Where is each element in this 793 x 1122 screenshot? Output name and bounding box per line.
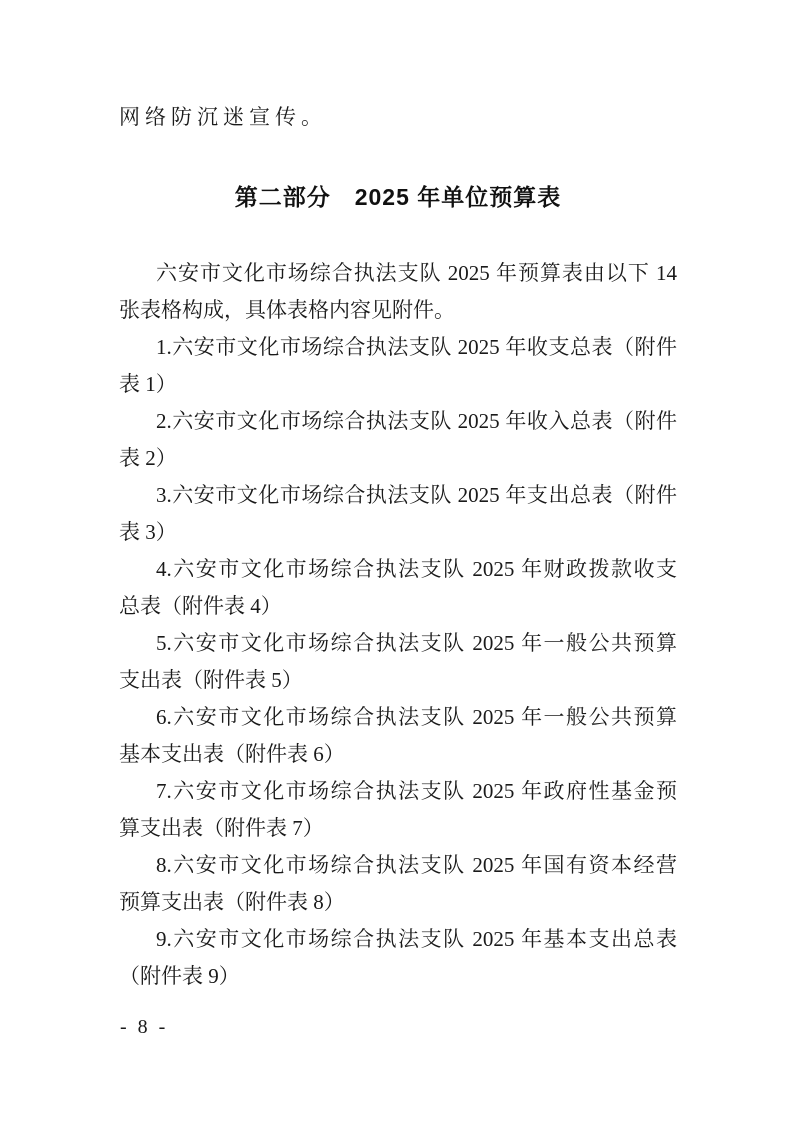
list-item-line: 7.六安市文化市场综合执法支队 2025 年政府性基金预	[156, 779, 677, 803]
paragraph-continuation: 网络防沉迷宣传。	[119, 105, 327, 129]
list-item-1	[119, 329, 677, 403]
intro-line-2: 张表格构成，具体表格内容见附件。	[119, 298, 455, 322]
list-item-line: 表 2）	[119, 446, 177, 470]
list-item-line: 4.六安市文化市场综合执法支队 2025 年财政拨款收支	[156, 557, 677, 581]
list-item-line: 2.六安市文化市场综合执法支队 2025 年收入总表（附件	[156, 409, 677, 433]
list-item-4	[119, 551, 677, 625]
list-item-line: 基本支出表（附件表 6）	[119, 742, 345, 766]
list-item-line: 总表（附件表 4）	[119, 594, 282, 618]
page-number: - 8 -	[120, 1016, 169, 1038]
list-item-line: （附件表 9）	[119, 964, 240, 988]
list-item-9	[119, 921, 677, 995]
list-item-5	[119, 625, 677, 699]
list-item-line: 6.六安市文化市场综合执法支队 2025 年一般公共预算	[156, 705, 677, 729]
section-heading: 第二部分 2025 年单位预算表	[234, 184, 562, 210]
intro-paragraph	[119, 255, 677, 329]
list-item-line: 表 3）	[119, 520, 177, 544]
list-item-line: 算支出表（附件表 7）	[119, 816, 324, 840]
list-item-line: 8.六安市文化市场综合执法支队 2025 年国有资本经营	[156, 853, 677, 877]
list-item-2	[119, 403, 677, 477]
list-item-6	[119, 699, 677, 773]
list-item-line: 5.六安市文化市场综合执法支队 2025 年一般公共预算	[156, 631, 677, 655]
list-item-line: 3.六安市文化市场综合执法支队 2025 年支出总表（附件	[156, 483, 677, 507]
list-item-line: 支出表（附件表 5）	[119, 668, 303, 692]
list-item-8	[119, 847, 677, 921]
list-item-line: 1.六安市文化市场综合执法支队 2025 年收支总表（附件	[156, 335, 677, 359]
intro-line-1: 六安市文化市场综合执法支队 2025 年预算表由以下 14	[156, 261, 677, 285]
list-item-line: 9.六安市文化市场综合执法支队 2025 年基本支出总表	[156, 927, 677, 951]
list-item-line: 预算支出表（附件表 8）	[119, 890, 345, 914]
list-item-line: 表 1）	[119, 372, 177, 396]
list-item-3	[119, 477, 677, 551]
list-item-7	[119, 773, 677, 847]
